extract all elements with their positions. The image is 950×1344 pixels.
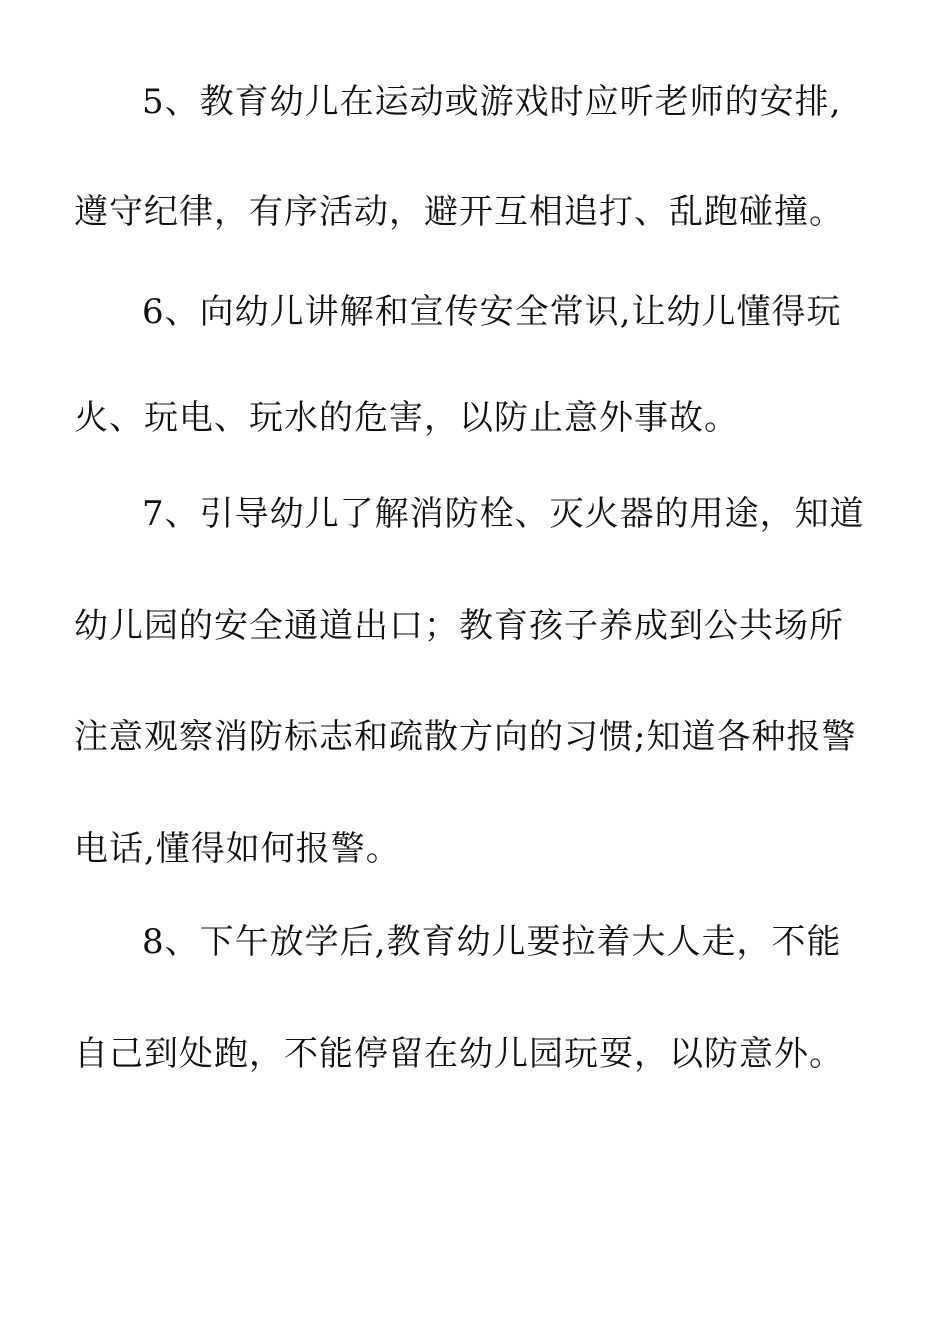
- paragraph-7-line-3: 注意观察消防标志和疏散方向的习惯;知道各种报警: [74, 717, 857, 757]
- paragraph-7-line-4: 电话,懂得如何报警。: [74, 829, 401, 869]
- paragraph-8-line-1: 8、下午放学后,教育幼儿要拉着大人走，不能: [142, 922, 842, 962]
- paragraph-5-line-1: 5、教育幼儿在运动或游戏时应听老师的安排,: [142, 82, 842, 122]
- paragraph-6-line-2: 火、玩电、玩水的危害，以防止意外事故。: [74, 398, 739, 438]
- paragraph-8-line-2: 自己到处跑，不能停留在幼儿园玩耍，以防意外。: [74, 1034, 844, 1074]
- paragraph-7-line-2: 幼儿园的安全通道出口；教育孩子养成到公共场所: [74, 606, 844, 646]
- paragraph-5-line-2: 遵守纪律，有序活动，避开互相追打、乱跑碰撞。: [74, 192, 844, 232]
- paragraph-6-line-1: 6、向幼儿讲解和宣传安全常识,让幼儿懂得玩: [142, 292, 842, 332]
- paragraph-7-line-1: 7、引导幼儿了解消防栓、灭火器的用途，知道: [142, 494, 865, 534]
